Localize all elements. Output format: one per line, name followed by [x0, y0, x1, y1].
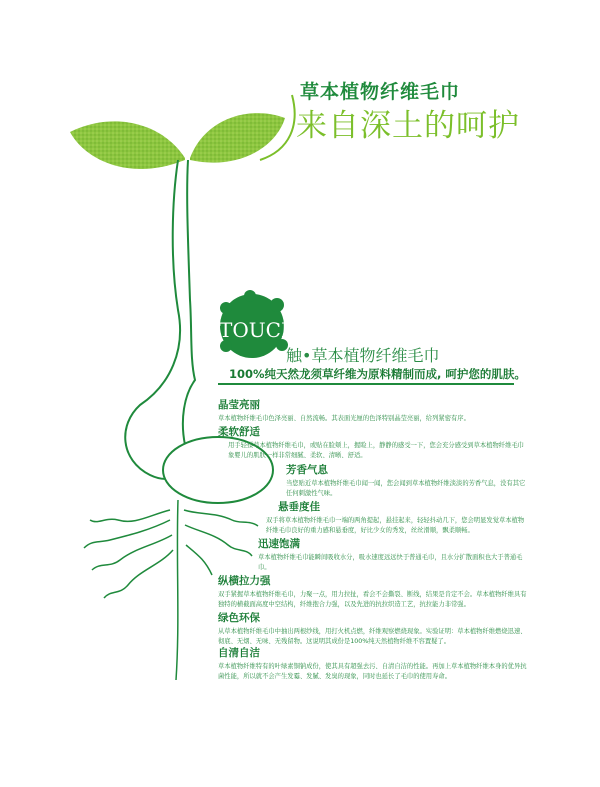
intro-tagline: 100%纯天然龙须草纤维为原料精制而成, 呵护您的肌肤。 [229, 367, 526, 381]
section-item [218, 610, 528, 646]
section-title: 纵横拉力强 [218, 575, 271, 587]
section-title: 绿色环保 [218, 612, 260, 624]
section-body: 双手将草本植物纤维毛巾一端的两角提起，悬挂起来，轻轻抖动几下，您会明显发觉草本植物纤维毛巾良好的重力感和悬垂度，好比少女的秀发，丝丝滑顺，飘柔顺畅。 [266, 517, 525, 534]
section-item [258, 536, 528, 572]
section-body: 双手紧握草本植物纤维毛巾，力聚一点，用力拉扯，看会不会撕裂、断线，结果是肯定不会。草本植物纤维具有独特的横截面高度中空结构，纤维抱合力强，以及先进的抗拉织造工艺，抗拉能力非常强。 [218, 591, 527, 608]
slogan: 来自深土的呵护 [296, 108, 520, 144]
section-body: 用手轻揉草本植物纤维毛巾，或贴在脸颊上，握睑上，静静的感受一下，您会充分感受到草本植物纤维毛巾象婴儿的肌肤一样非常细腻、柔软、清晰、舒适。 [228, 442, 524, 459]
section-item [218, 397, 518, 424]
section-title: 晶莹亮丽 [218, 399, 260, 411]
section-item [266, 499, 528, 535]
section-item [218, 645, 528, 681]
section-body: 当您贴近草本植物纤维毛巾闻一闻，您会闻到草本植物纤维淡淡的芳香气息，没有其它任何刺激性气味。 [286, 480, 526, 497]
page-title: 草本植物纤维毛巾 [300, 81, 461, 103]
intro-subhead: 触•草本植物纤维毛巾 [286, 346, 440, 365]
section-item [218, 424, 528, 460]
section-title: 芳香气息 [286, 464, 328, 476]
section-body: 草本植物纤维特有的叶绿素铜钠成份，使其具有超强去污、自清自洁的性能。再加上草本植物纤维本身的优异抗菌性能，所以就不会产生发霉、发腻、发臭的现象，同时也延长了毛巾的使用寿命。 [218, 663, 527, 680]
divider [218, 383, 514, 385]
section-title: 悬垂度佳 [278, 501, 320, 513]
stem-line [125, 160, 195, 479]
section-title: 自清自洁 [218, 647, 260, 659]
section-body: 从草本植物纤维毛巾中抽出两根纱线，用打火机点燃，纤维观察燃烧现象。实验证明：草本植物纤维燃烧迅速、彻底、无烟、无味、无残留物。这说明其成份是100%纯天然植物纤维不容置疑了。 [218, 628, 527, 645]
section-body: 草本植物纤维毛巾色泽亮丽、自然流畅。其表面光厘的色泽特别晶莹亮丽，给列紧密有序。 [218, 415, 470, 422]
section-item [218, 573, 528, 609]
touch-badge-label: TOUCH [219, 318, 299, 342]
section-title: 柔软舒适 [218, 426, 260, 438]
section-title: 迅速饱满 [258, 538, 300, 550]
section-item [286, 462, 526, 498]
section-body: 草本植物纤维毛巾能瞬间吸收水分，吸水速度远远快于普通毛巾，且水分扩散面积也大于普通毛巾。 [258, 554, 523, 571]
left-leaf-icon [70, 121, 185, 169]
